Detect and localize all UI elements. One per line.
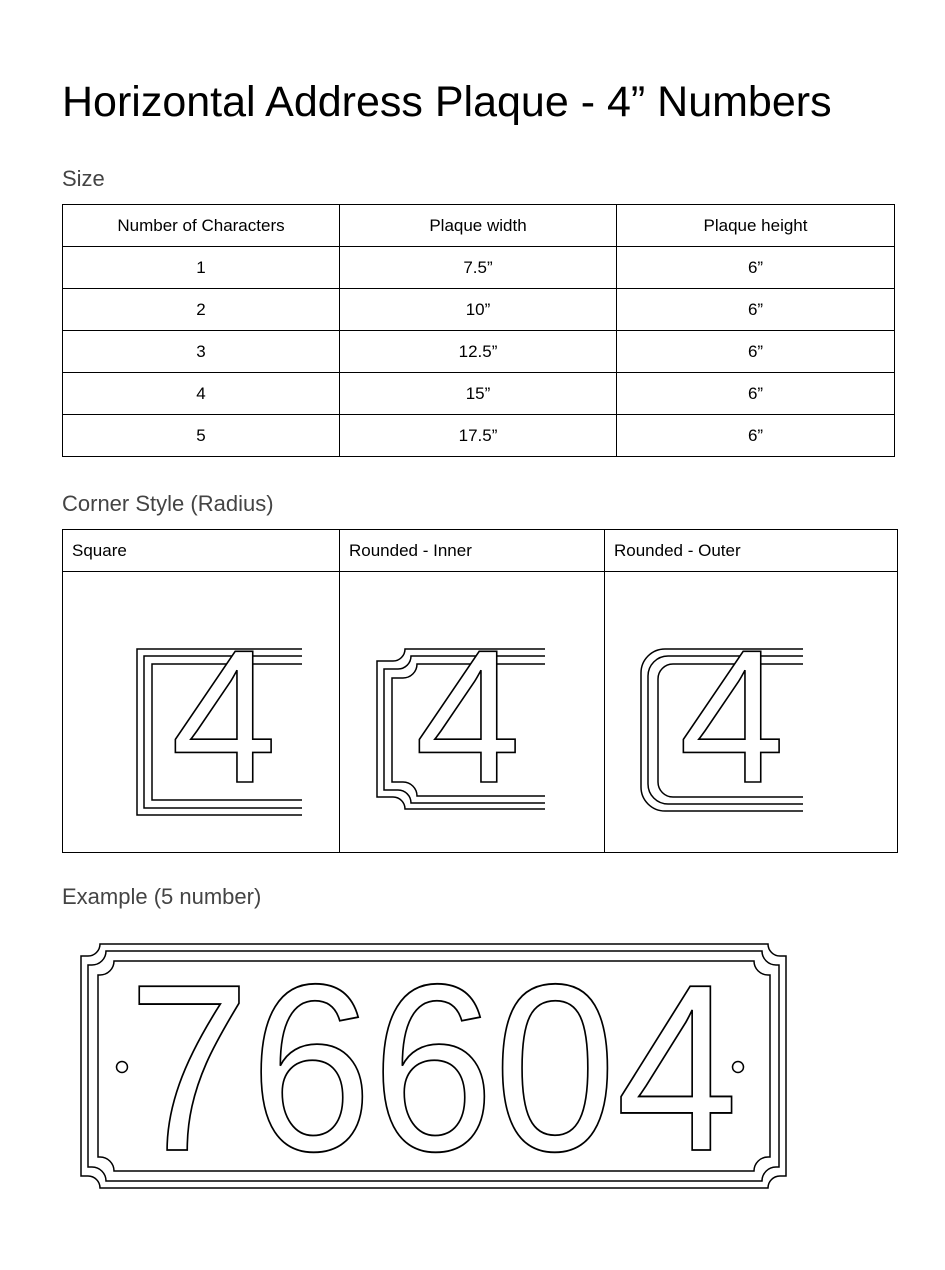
table-cell: 2 (63, 289, 340, 331)
table-row (63, 415, 895, 457)
size-heading: Size (62, 166, 105, 191)
table-cell: 4 (63, 373, 340, 415)
column-header: Plaque height (617, 205, 895, 247)
page-title: Horizontal Address Plaque - 4” Numbers (62, 78, 832, 126)
column-header: Rounded - Inner (340, 530, 605, 572)
table-header-row (63, 530, 898, 572)
column-header: Rounded - Outer (605, 530, 898, 572)
table-row (63, 289, 895, 331)
corner-style-heading: Corner Style (Radius) (62, 491, 274, 516)
column-header: Plaque width (340, 205, 617, 247)
table-cell: 1 (63, 247, 340, 289)
table-cell: 3 (63, 331, 340, 373)
column-header: Square (63, 530, 340, 572)
table-cell: 6” (617, 247, 895, 289)
table-cell (605, 572, 898, 853)
column-header: Number of Characters (63, 205, 340, 247)
table-row (63, 247, 895, 289)
table-cell: 17.5” (340, 415, 617, 457)
rounded-inner-corner-illustration (340, 572, 604, 852)
table-cell: 10” (340, 289, 617, 331)
example-heading: Example (5 number) (62, 884, 262, 909)
table-cell: 6” (617, 289, 895, 331)
sample-digit: 4 (171, 611, 277, 823)
table-cell: 5 (63, 415, 340, 457)
sample-digit: 4 (415, 611, 521, 823)
table-cell (340, 572, 605, 853)
rounded-outer-corner-illustration (605, 572, 897, 852)
table-cell: 6” (617, 373, 895, 415)
size-table (62, 204, 895, 457)
example-number: 76604 (128, 940, 738, 1192)
table-cell: 12.5” (340, 331, 617, 373)
example-plaque-illustration (78, 940, 790, 1192)
table-header-row (63, 205, 895, 247)
table-row (63, 373, 895, 415)
table-cell: 6” (617, 331, 895, 373)
table-cell (63, 572, 340, 853)
table-row (63, 331, 895, 373)
square-corner-illustration (63, 572, 339, 852)
corner-style-table (62, 529, 898, 853)
sample-digit: 4 (679, 611, 785, 823)
table-row (63, 572, 898, 853)
table-cell: 6” (617, 415, 895, 457)
table-cell: 15” (340, 373, 617, 415)
table-cell: 7.5” (340, 247, 617, 289)
